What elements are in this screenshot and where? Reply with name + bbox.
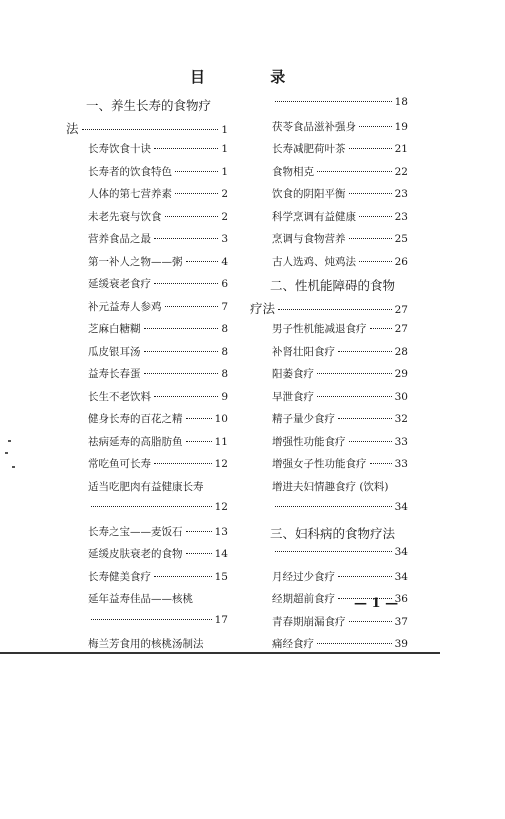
toc-entry <box>66 186 228 209</box>
toc-entry <box>66 614 228 637</box>
toc-entry-title: 增强性功能食疗 <box>272 435 346 448</box>
margin-mark <box>8 440 11 442</box>
dot-leader <box>275 506 392 507</box>
toc-page-number: 2 <box>221 210 228 223</box>
toc-entry <box>66 276 228 299</box>
toc-entry <box>66 456 228 479</box>
toc-entry <box>250 546 408 569</box>
toc-entry <box>250 501 408 524</box>
toc-entry <box>250 456 408 479</box>
dot-leader <box>370 463 392 464</box>
toc-entry <box>66 524 228 547</box>
page-title: 目 录 <box>190 68 316 86</box>
toc-entry <box>250 96 408 119</box>
toc-page-number: 2 <box>221 188 228 200</box>
toc-entry-title: 精子量少食疗 <box>272 413 335 425</box>
dot-leader <box>154 396 218 397</box>
toc-entry-title: 食物相克 <box>272 165 314 178</box>
toc-entry-title: 法 <box>66 120 79 136</box>
toc-page-number: 26 <box>394 255 408 268</box>
toc-page-number: 34 <box>394 546 408 558</box>
toc-entry-title: 梅兰芳食用的核桃汤制法 <box>88 638 204 650</box>
dot-leader <box>186 418 212 419</box>
toc-entry <box>250 231 408 254</box>
toc-page-number: 6 <box>221 278 228 290</box>
toc-page-number: 19 <box>394 120 408 133</box>
toc-page-number: 1 <box>221 123 228 136</box>
toc-page-number: 34 <box>394 501 408 513</box>
bottom-rule <box>0 652 440 654</box>
toc-column-left <box>66 96 228 659</box>
toc-page-number: 12 <box>214 501 228 513</box>
toc-page-number: 10 <box>214 413 228 425</box>
toc-entry <box>250 366 408 389</box>
toc-entry <box>66 411 228 434</box>
toc-entry <box>250 141 408 164</box>
toc-entry <box>66 546 228 569</box>
toc-page-number: 30 <box>394 390 408 403</box>
toc-page-number: 15 <box>214 570 228 583</box>
toc-entry-title: 长寿之宝——麦饭石 <box>88 525 183 538</box>
toc-section-heading <box>250 299 408 322</box>
toc-entry <box>66 569 228 592</box>
dot-leader <box>359 126 392 127</box>
dot-leader <box>186 441 212 442</box>
dot-leader <box>317 643 392 644</box>
toc-page-number: 25 <box>394 233 408 245</box>
toc-entry-title: 三、妇科病的食物疗法 <box>270 525 396 541</box>
dot-leader <box>154 463 212 464</box>
toc-page-number: 12 <box>214 458 228 470</box>
toc-entry-title: 营养食品之最 <box>88 233 151 245</box>
toc-entry-title: 健身长寿的百花之精 <box>88 413 183 425</box>
dot-leader <box>144 373 219 374</box>
toc-page-number: 9 <box>221 390 228 403</box>
dot-leader <box>349 238 392 239</box>
toc-page-number: 14 <box>214 548 228 560</box>
toc-entry <box>66 164 228 187</box>
toc-entry-title: 饮食的阴阳平衡 <box>272 188 346 200</box>
toc-page-number: 17 <box>214 613 228 626</box>
toc-entry <box>250 209 408 232</box>
toc-entry-title: 芝麻白糖糊 <box>88 323 141 335</box>
toc-entry <box>66 321 228 344</box>
dot-leader <box>349 193 392 194</box>
dot-leader <box>165 216 219 217</box>
toc-section-heading <box>250 276 408 299</box>
dot-leader <box>91 506 212 507</box>
toc-entry <box>250 321 408 344</box>
toc-column-right <box>250 96 408 659</box>
page-number: — 1 — <box>354 596 399 611</box>
toc-entry-title: 长寿健美食疗 <box>88 570 151 583</box>
toc-entry <box>250 569 408 592</box>
toc-section-heading <box>250 524 408 547</box>
toc-entry-title: 阳萎食疗 <box>272 368 314 380</box>
toc-entry <box>250 119 408 142</box>
toc-page-number: 23 <box>394 210 408 223</box>
toc-entry <box>66 254 228 277</box>
toc-entry-title: 长生不老饮料 <box>88 390 151 403</box>
dot-leader <box>275 551 392 552</box>
toc-page-number: 37 <box>394 615 408 628</box>
toc-entry-title: 二、性机能障碍的食物 <box>270 278 396 293</box>
toc-entry <box>66 434 228 457</box>
toc-entry-title: 常吃鱼可长寿 <box>88 458 151 470</box>
toc-page-number: 34 <box>394 570 408 583</box>
dot-leader <box>154 576 212 577</box>
dot-leader <box>359 216 392 217</box>
toc-entry <box>66 344 228 367</box>
toc-entry-title: 长寿者的饮食特色 <box>88 165 172 178</box>
toc-entry <box>66 389 228 412</box>
toc-entry <box>250 411 408 434</box>
toc-entry-title: 第一补人之物——粥 <box>88 255 183 268</box>
toc-entry-title: 延年益寿佳品——核桃 <box>88 593 193 605</box>
toc-page-number: 21 <box>394 143 408 155</box>
toc-entry-title: 适当吃肥肉有益健康长寿 <box>88 480 204 493</box>
toc-entry <box>250 434 408 457</box>
dot-leader <box>349 148 392 149</box>
toc-entry-title: 延缓衰老食疗 <box>88 278 151 290</box>
toc-entry <box>66 479 228 502</box>
toc-page-number: 33 <box>394 435 408 448</box>
toc-page-number: 1 <box>221 165 228 178</box>
toc-entry <box>66 231 228 254</box>
toc-entry-title: 疗法 <box>250 300 276 316</box>
toc-entry <box>250 479 408 502</box>
toc-section-heading <box>66 119 228 142</box>
dot-leader <box>338 576 392 577</box>
dot-leader <box>82 129 219 130</box>
toc-entry <box>250 614 408 637</box>
dot-leader <box>338 351 392 352</box>
toc-page-number: 27 <box>394 323 408 335</box>
toc-page-number: 32 <box>394 413 408 425</box>
toc-entry <box>250 186 408 209</box>
toc-entry <box>66 501 228 524</box>
toc-entry-title: 经期超前食疗 <box>272 593 335 605</box>
toc-page-number: 18 <box>394 96 408 108</box>
toc-entry <box>250 164 408 187</box>
toc-page-number: 8 <box>221 345 228 358</box>
dot-leader <box>278 309 392 310</box>
toc-entry-title: 人体的第七营养素 <box>88 188 172 200</box>
dot-leader <box>144 328 219 329</box>
dot-leader <box>165 306 219 307</box>
dot-leader <box>359 261 392 262</box>
toc-entry-title: 长寿饮食十诀 <box>88 143 151 155</box>
toc-entry-title: 延缓皮肤衰老的食物 <box>88 548 183 560</box>
toc-entry <box>250 389 408 412</box>
toc-page-number: 29 <box>394 368 408 380</box>
toc-entry <box>250 344 408 367</box>
toc-entry-title: 青春期崩漏食疗 <box>272 615 346 628</box>
toc-entry <box>66 299 228 322</box>
toc-entry <box>66 366 228 389</box>
dot-leader <box>186 553 212 554</box>
toc-entry-title: 祛病延寿的高脂肪鱼 <box>88 435 183 448</box>
toc-page-number: 39 <box>394 638 408 650</box>
dot-leader <box>275 101 392 102</box>
toc-entry-title: 茯苓食品滋补强身 <box>272 120 356 133</box>
toc-entry-title: 烹调与食物营养 <box>272 233 346 245</box>
toc-page-number: 7 <box>221 300 228 313</box>
toc-page-number: 33 <box>394 458 408 470</box>
dot-leader <box>349 441 392 442</box>
toc-page-number: 23 <box>394 188 408 200</box>
toc-entry-title: 补肾壮阳食疗 <box>272 345 335 358</box>
toc-entry <box>66 141 228 164</box>
dot-leader <box>154 148 218 149</box>
dot-leader <box>317 373 392 374</box>
toc-page-number: 4 <box>221 255 228 268</box>
dot-leader <box>317 396 392 397</box>
dot-leader <box>338 418 392 419</box>
toc-page-number: 8 <box>221 368 228 380</box>
toc-page-number: 22 <box>394 165 408 178</box>
dot-leader <box>186 531 212 532</box>
dot-leader <box>175 193 218 194</box>
dot-leader <box>154 283 218 284</box>
toc-entry-title: 长寿减肥荷叶茶 <box>272 143 346 155</box>
toc-entry-title: 瓜皮银耳汤 <box>88 345 141 358</box>
toc-entry-title: 痛经食疗 <box>272 638 314 650</box>
toc-page-number: 8 <box>221 323 228 335</box>
dot-leader <box>317 171 392 172</box>
margin-mark <box>12 466 15 468</box>
toc-entry <box>66 209 228 232</box>
dot-leader <box>154 238 218 239</box>
toc-entry-title: 增强女子性功能食疗 <box>272 458 367 470</box>
dot-leader <box>349 621 392 622</box>
toc-page-number: 28 <box>394 345 408 358</box>
toc-page-number: 27 <box>394 303 408 316</box>
toc-entry-title: 男子性机能减退食疗 <box>272 323 367 335</box>
toc-entry-title: 益寿长春蛋 <box>88 368 141 380</box>
toc-entry <box>250 254 408 277</box>
toc-page-number: 1 <box>221 143 228 155</box>
dot-leader <box>144 351 219 352</box>
dot-leader <box>91 619 212 620</box>
dot-leader <box>186 261 219 262</box>
toc-entry-title: 增进夫妇情趣食疗 (饮料) <box>272 480 389 493</box>
toc-entry-title: 早泄食疗 <box>272 390 314 403</box>
toc-page-number: 36 <box>394 593 408 605</box>
toc-page-number: 11 <box>214 435 228 448</box>
toc-entry-title: 一、养生长寿的食物疗 <box>86 98 212 113</box>
toc-page-number: 3 <box>221 233 228 245</box>
toc-entry-title: 月经过少食疗 <box>272 570 335 583</box>
dot-leader <box>370 328 392 329</box>
toc-entry <box>66 591 228 614</box>
toc-entry-title: 未老先衰与饮食 <box>88 210 162 223</box>
margin-mark <box>5 452 8 454</box>
toc-entry-title: 古人选鸡、炖鸡法 <box>272 255 356 268</box>
toc-entry-title: 补元益寿人参鸡 <box>88 300 162 313</box>
toc-entry-title: 科学烹调有益健康 <box>272 210 356 223</box>
toc-entry <box>66 636 228 659</box>
toc-entry <box>250 636 408 659</box>
dot-leader <box>175 171 218 172</box>
toc-section-heading <box>66 96 228 119</box>
toc-page-number: 13 <box>214 525 228 538</box>
